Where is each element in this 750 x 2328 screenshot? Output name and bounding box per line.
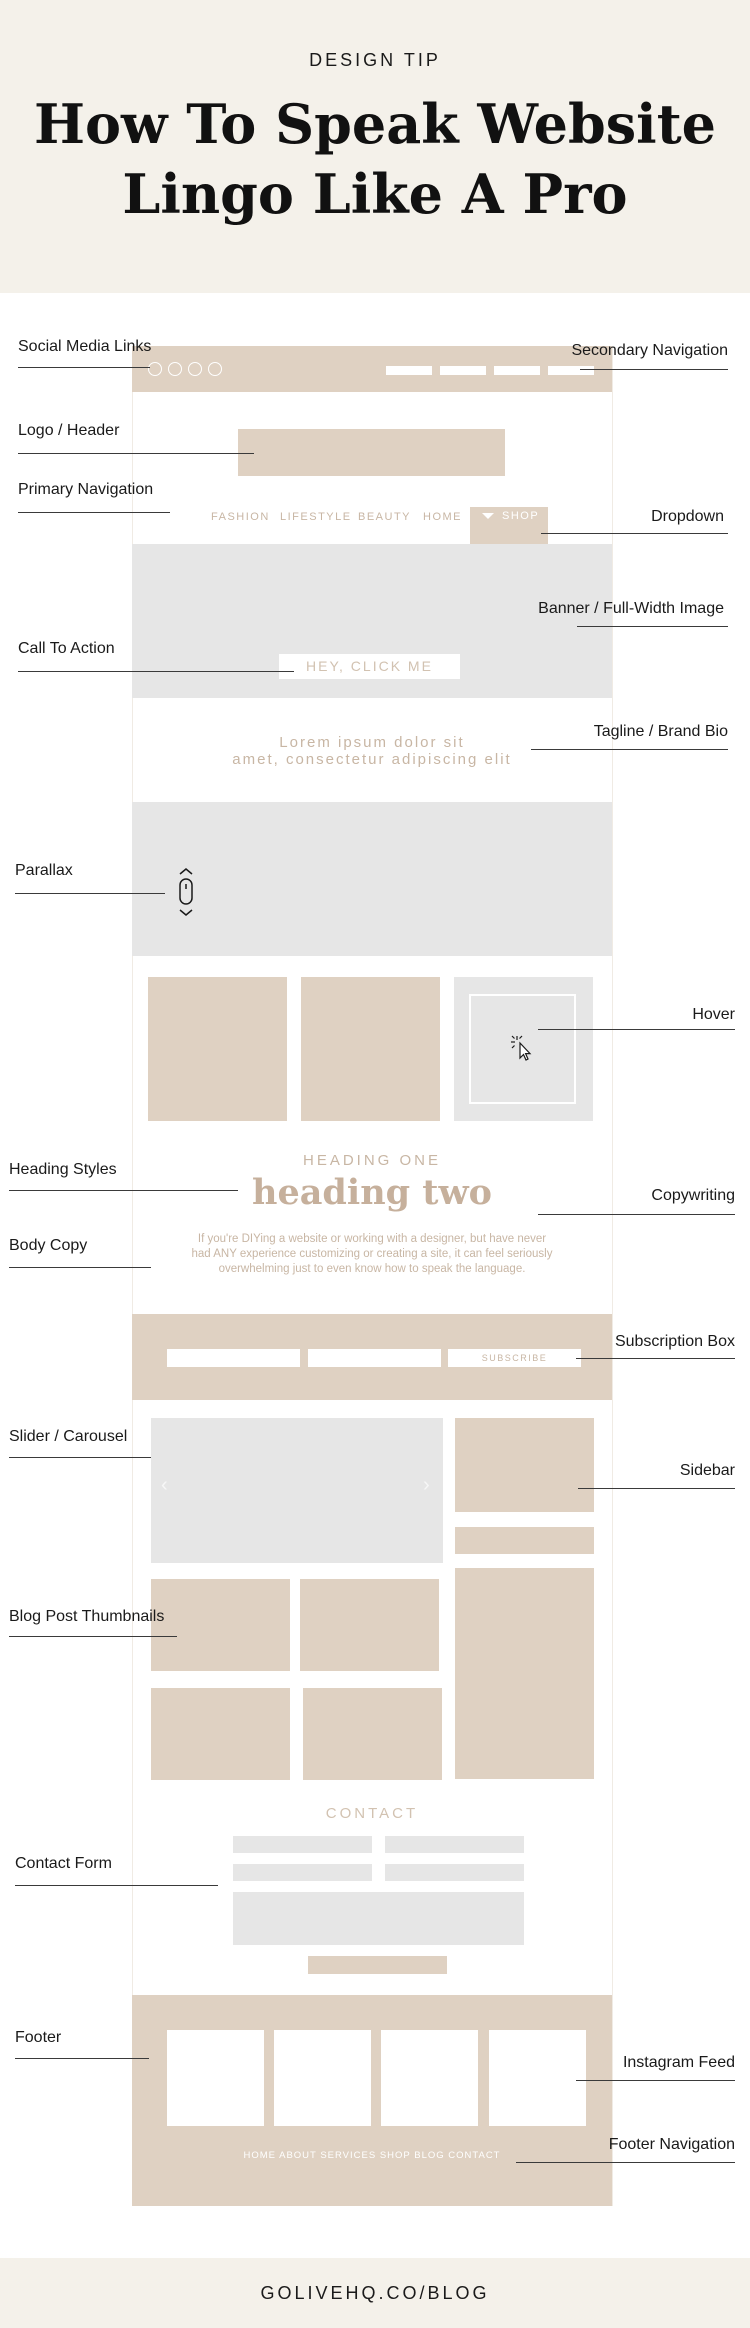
leader-line (9, 1636, 177, 1637)
leader-line (580, 369, 728, 370)
contact-email-field[interactable] (385, 1836, 524, 1853)
nav-item-home[interactable]: HOME (423, 511, 462, 523)
top-bar (132, 346, 612, 392)
leader-line (18, 367, 150, 368)
nav-item-lifestyle[interactable]: LIFESTYLE (280, 511, 352, 523)
secondary-nav-item[interactable] (494, 366, 540, 375)
footer-nav-shop[interactable]: SHOP (379, 2150, 411, 2161)
label-heading-styles: Heading Styles (9, 1161, 117, 1178)
leader-line (15, 893, 165, 894)
leader-line (18, 671, 294, 672)
blog-post-thumbnail[interactable] (303, 1688, 442, 1780)
label-footer-navigation: Footer Navigation (608, 2136, 735, 2153)
footer-url[interactable]: GOLIVEHQ.CO/BLOG (260, 2283, 490, 2303)
label-tagline: Tagline / Brand Bio (593, 723, 728, 740)
label-parallax: Parallax (15, 862, 73, 879)
contact-submit-button[interactable] (308, 1956, 447, 1974)
blog-post-thumbnail[interactable] (300, 1579, 439, 1671)
contact-heading: CONTACT (325, 1805, 419, 1822)
label-contact-form: Contact Form (15, 1855, 112, 1872)
secondary-nav-item[interactable] (440, 366, 486, 375)
tagline-line2: amet, consectetur adipiscing elit (232, 751, 512, 768)
leader-line (9, 1457, 151, 1458)
label-sidebar: Sidebar (679, 1462, 735, 1479)
logo-block[interactable] (238, 429, 505, 476)
nav-item-beauty[interactable]: BEAUTY (358, 511, 412, 523)
instagram-feed-item[interactable] (274, 2030, 371, 2126)
label-subscription-box: Subscription Box (614, 1333, 735, 1350)
slider-next-arrow[interactable]: › (423, 1474, 430, 1496)
eyebrow: DESIGN TIP (309, 50, 441, 70)
nav-item-fashion[interactable]: FASHION (211, 511, 270, 523)
parallax-section (132, 802, 612, 956)
nav-item-shop[interactable]: SHOP (502, 510, 540, 522)
chevron-down-icon (482, 513, 494, 519)
leader-line (15, 2058, 149, 2059)
secondary-nav-item[interactable] (548, 366, 594, 375)
footer-nav-services[interactable]: SERVICES (320, 2150, 377, 2161)
leader-line (538, 1214, 735, 1215)
page-title-line1: How To Speak Website (33, 92, 716, 156)
label-dropdown: Dropdown (651, 508, 724, 525)
leader-line (576, 1358, 735, 1359)
body-copy-line2: had ANY experience customizing or creating a site, it can feel seriously (191, 1248, 553, 1260)
footer-nav-home[interactable]: HOME (243, 2150, 276, 2161)
footer-nav-blog[interactable]: BLOG (414, 2150, 445, 2161)
slider-carousel[interactable] (151, 1418, 443, 1563)
sidebar-widget[interactable] (455, 1527, 594, 1554)
body-copy-line3: overwhelming just to even know how to speak the language. (218, 1263, 526, 1275)
email-input[interactable] (308, 1349, 441, 1367)
feature-tile[interactable] (301, 977, 440, 1121)
label-blog-post-thumbnails: Blog Post Thumbnails (9, 1608, 165, 1625)
label-footer: Footer (15, 2029, 62, 2046)
label-hover: Hover (692, 1006, 735, 1023)
social-icon-1[interactable] (148, 362, 162, 376)
leader-line (578, 1488, 735, 1489)
label-primary-navigation: Primary Navigation (18, 481, 154, 498)
secondary-nav-item[interactable] (386, 366, 432, 375)
tagline-line1: Lorem ipsum dolor sit (279, 734, 465, 751)
footer-nav (132, 2150, 612, 2161)
instagram-feed-item[interactable] (381, 2030, 478, 2126)
contact-name-field[interactable] (233, 1836, 372, 1853)
label-secondary-navigation: Secondary Navigation (571, 342, 728, 359)
label-body-copy: Body Copy (9, 1237, 88, 1254)
heading-one: HEADING ONE (302, 1152, 441, 1169)
social-icon-3[interactable] (188, 362, 202, 376)
leader-line (531, 749, 728, 750)
name-input[interactable] (167, 1349, 300, 1367)
label-logo-header: Logo / Header (18, 422, 120, 439)
leader-line (541, 533, 728, 534)
social-icon-4[interactable] (208, 362, 222, 376)
label-social-media-links: Social Media Links (18, 338, 152, 355)
slider-prev-arrow[interactable]: ‹ (161, 1474, 168, 1496)
leader-line (538, 1029, 735, 1030)
leader-line (9, 1267, 151, 1268)
leader-line (18, 453, 254, 454)
sidebar-widget[interactable] (455, 1418, 594, 1512)
cursor-icon (511, 1034, 537, 1062)
leader-line (18, 512, 170, 513)
header-band (0, 0, 750, 293)
heading-two: heading two (252, 1172, 492, 1213)
label-banner: Banner / Full-Width Image (538, 600, 724, 617)
leader-line (516, 2162, 735, 2163)
leader-line (15, 1885, 218, 1886)
cta-button[interactable]: HEY, CLICK ME (279, 654, 460, 679)
contact-subject-field[interactable] (385, 1864, 524, 1881)
contact-phone-field[interactable] (233, 1864, 372, 1881)
leader-line (576, 2080, 735, 2081)
blog-post-thumbnail[interactable] (151, 1688, 290, 1780)
subscribe-button[interactable]: SUBSCRIBE (448, 1349, 581, 1367)
body-copy-line1: If you're DIYing a website or working with a designer, but have never (197, 1233, 547, 1245)
feature-tile[interactable] (148, 977, 287, 1121)
leader-line (9, 1190, 238, 1191)
label-instagram-feed: Instagram Feed (622, 2054, 735, 2071)
contact-message-field[interactable] (233, 1892, 524, 1945)
instagram-feed-item[interactable] (167, 2030, 264, 2126)
label-slider-carousel: Slider / Carousel (9, 1428, 128, 1445)
sidebar-widget[interactable] (455, 1568, 594, 1779)
page-title-line2: Lingo Like A Pro (122, 162, 628, 226)
instagram-feed-item[interactable] (489, 2030, 586, 2126)
blog-post-thumbnail[interactable] (151, 1579, 290, 1671)
label-call-to-action: Call To Action (18, 640, 115, 657)
footer-nav-about[interactable]: ABOUT (279, 2150, 317, 2161)
leader-line (577, 626, 728, 627)
scroll-mouse-icon (174, 866, 198, 920)
footer-nav-contact[interactable]: CONTACT (448, 2150, 501, 2161)
social-icon-2[interactable] (168, 362, 182, 376)
label-copywriting: Copywriting (651, 1187, 735, 1204)
